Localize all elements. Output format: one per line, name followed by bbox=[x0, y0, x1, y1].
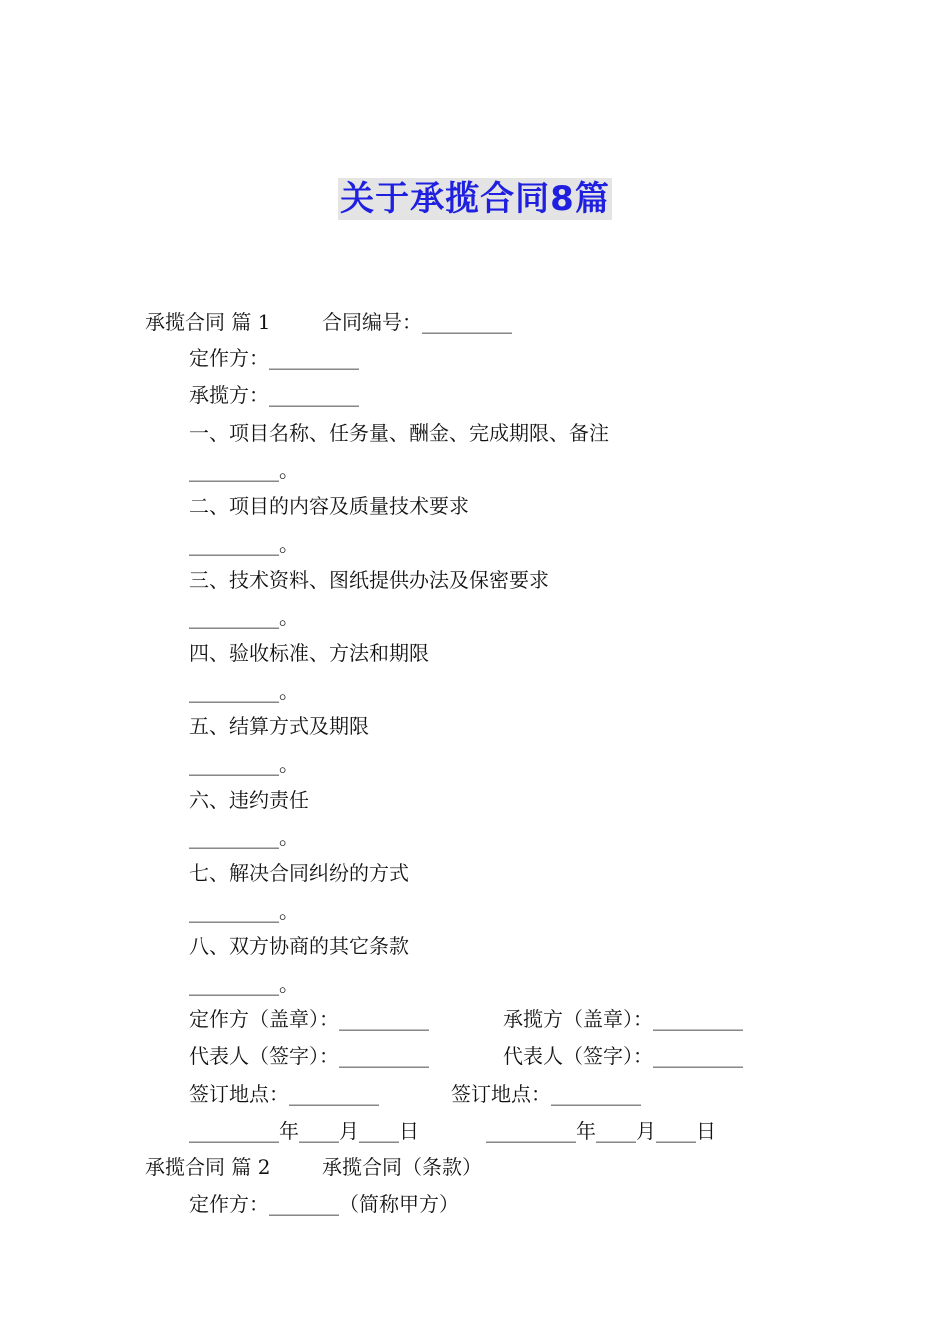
clause-1: 一、项目名称、任务量、酬金、完成期限、备注 bbox=[189, 421, 609, 445]
clause-7: 七、解决合同纠纷的方式 bbox=[189, 861, 409, 885]
seal-chenglanfang: 承揽方（盖章）：_________ bbox=[503, 1007, 743, 1031]
place-right: 签订地点：_________ bbox=[451, 1082, 641, 1106]
seal-dingzuofang: 定作方（盖章）：_________ bbox=[189, 1007, 429, 1031]
part2-heading: 承揽合同 篇 2 bbox=[145, 1155, 271, 1179]
clause-3: 三、技术资料、图纸提供办法及保密要求 bbox=[189, 568, 549, 592]
document-title bbox=[0, 178, 950, 220]
clause-4-blank: _________。 bbox=[189, 679, 299, 703]
clause-4: 四、验收标准、方法和期限 bbox=[189, 641, 429, 665]
clause-6: 六、违约责任 bbox=[189, 788, 309, 812]
date-left: _________年____月____日 bbox=[189, 1119, 419, 1143]
clause-3-blank: _________。 bbox=[189, 605, 299, 629]
clause-8: 八、双方协商的其它条款 bbox=[189, 934, 409, 958]
clause-2-blank: _________。 bbox=[189, 532, 299, 556]
chenglanfang-line: 承揽方：_________ bbox=[189, 383, 359, 407]
clause-5-blank: _________。 bbox=[189, 752, 299, 776]
clause-8-blank: _________。 bbox=[189, 972, 299, 996]
rep-chenglanfang: 代表人（签字）：_________ bbox=[503, 1044, 743, 1068]
clause-6-blank: _________。 bbox=[189, 825, 299, 849]
date-right: _________年____月____日 bbox=[486, 1119, 716, 1143]
dingzuofang-line: 定作方：_________ bbox=[189, 346, 359, 370]
place-left: 签订地点：_________ bbox=[189, 1082, 379, 1106]
part1-heading: 承揽合同 篇 1 bbox=[145, 310, 271, 334]
clause-1-blank: _________。 bbox=[189, 458, 299, 482]
clause-7-blank: _________。 bbox=[189, 899, 299, 923]
contract-number-line: 合同编号：_________ bbox=[322, 310, 512, 334]
rep-dingzuofang: 代表人（签字）：_________ bbox=[189, 1044, 429, 1068]
clause-2: 二、项目的内容及质量技术要求 bbox=[189, 494, 469, 518]
clause-5: 五、结算方式及期限 bbox=[189, 714, 369, 738]
part2-subtitle: 承揽合同（条款） bbox=[322, 1155, 482, 1179]
part2-dingzuofang: 定作方：_______（简称甲方） bbox=[189, 1192, 459, 1216]
document-title-text: 关于承揽合同8篇 bbox=[340, 179, 610, 219]
